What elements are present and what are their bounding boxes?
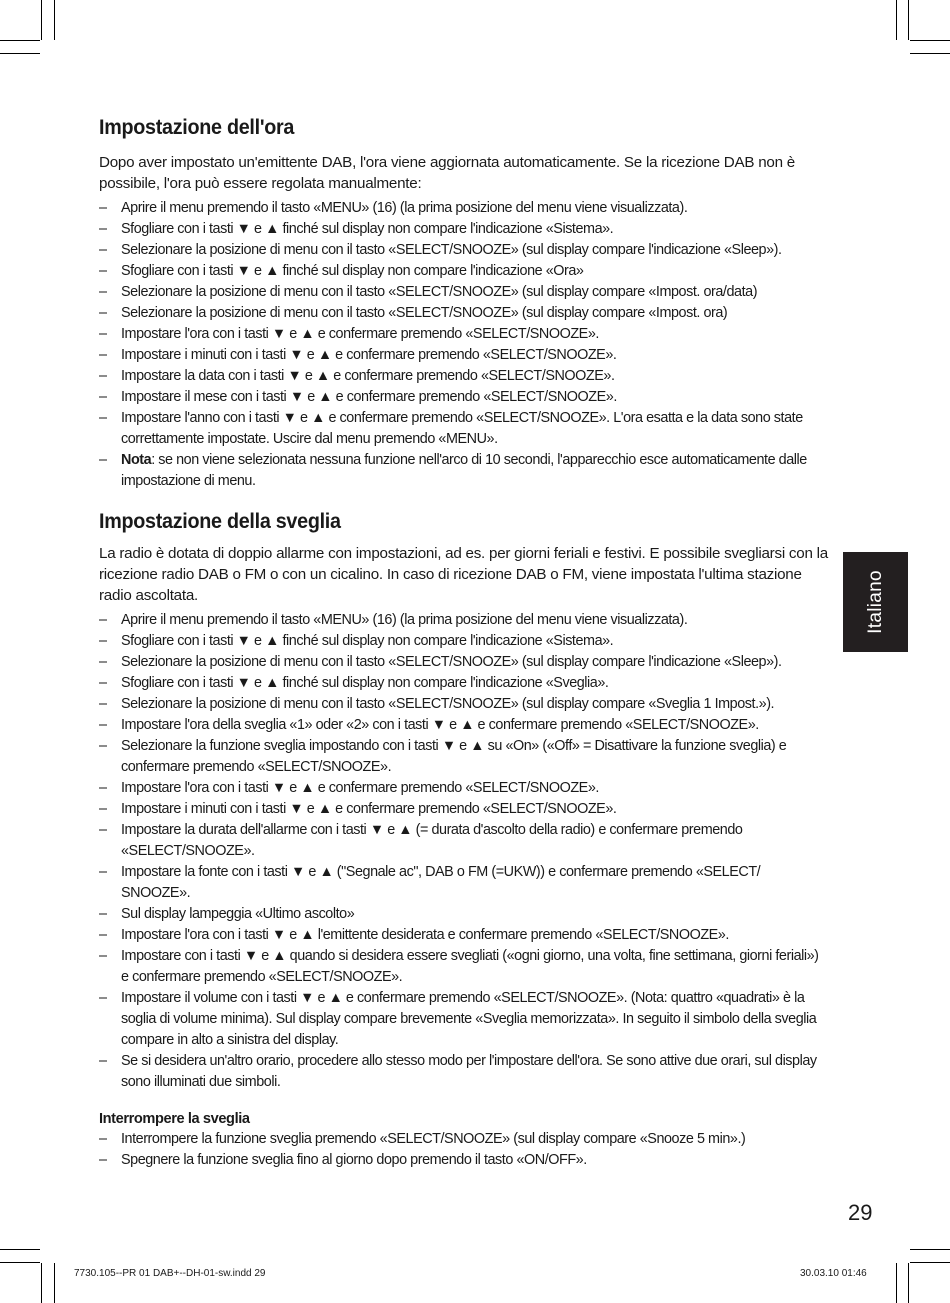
crop-mark [0,1249,40,1250]
section-intro-alarm: La radio è dotata di doppio allarme con impostazioni, ad es. per giorni feriali e festivi. E possibile svegliarsi con la ricezione radio DAB o FM o con un cicalino. In caso di ricezione DAB o FM, viene impostata l'ultima stazione radio ascoltata. [99,545,828,604]
list-item: – Sfogliare con i tasti ▼ e ▲ finché sul display non compare l'indicazione «Sveglia». [99,673,829,694]
crop-mark [41,0,42,40]
list-item: – Aprire il menu premendo il tasto «MENU» (16) (la prima posizione del menu viene visualizzata). [99,610,829,631]
crop-mark [910,1249,950,1250]
crop-mark [41,1263,42,1303]
crop-mark [896,0,897,40]
crop-mark [910,53,950,54]
page-content [99,116,829,1171]
list-item: – Aprire il menu premendo il tasto «MENU» (16) (la prima posizione del menu viene visualizzata). [99,198,829,219]
list-item: – Se si desidera un'altro orario, procedere allo stesso modo per l'impostare dell'ora. Se sono attive due orari, sul display sono illuminati due simboli. [99,1051,829,1093]
crop-mark [910,40,950,41]
language-tab-label: Italiano [864,570,886,634]
list-item: – Impostare il mese con i tasti ▼ e ▲ e confermare premendo «SELECT/SNOOZE». [99,387,829,408]
list-item: – Impostare il volume con i tasti ▼ e ▲ e confermare premendo «SELECT/SNOOZE». (Nota: quattro «quadrati» è la soglia di volume minima). Sul display compare brevemente «Sveglia memorizzata». In seguito il simbolo della sveglia compare in alto a sinistra del display. [99,988,829,1051]
list-item: – Impostare i minuti con i tasti ▼ e ▲ e confermare premendo «SELECT/SNOOZE». [99,345,829,366]
note-item [99,450,829,492]
list-item: – Sfogliare con i tasti ▼ e ▲ finché sul display non compare l'indicazione «Sistema». [99,219,829,240]
print-slug-date: 30.03.10 01:46 [800,1268,867,1279]
list-item: – Impostare l'ora con i tasti ▼ e ▲ e confermare premendo «SELECT/SNOOZE». [99,778,829,799]
list-item: – Impostare l'anno con i tasti ▼ e ▲ e confermare premendo «SELECT/SNOOZE». L'ora esatta e la data sono state correttamente impostate. Uscire dal menu premendo «MENU». [99,408,829,450]
note-label: Nota [121,452,152,468]
list-item: – Selezionare la posizione di menu con il tasto «SELECT/SNOOZE» (sul display compare «Sveglia 1 Impost.»). [99,694,829,715]
list-item: – Selezionare la posizione di menu con il tasto «SELECT/SNOOZE» (sul display compare «Impost. ora) [99,303,829,324]
steps-list-alarm [99,610,829,1093]
section-title-time: Impostazione dell'ora [99,116,295,139]
section-title-stop-alarm: Interrompere la sveglia [99,1111,250,1127]
list-item: – Impostare i minuti con i tasti ▼ e ▲ e confermare premendo «SELECT/SNOOZE». [99,799,829,820]
crop-mark [54,1263,55,1303]
list-item: – Impostare la data con i tasti ▼ e ▲ e confermare premendo «SELECT/SNOOZE». [99,366,829,387]
crop-mark [0,40,40,41]
note-text: : se non viene selezionata nessuna funzione nell'arco di 10 secondi, l'apparecchio esce automaticamente dalle impostazione di menu. [121,452,807,489]
crop-mark [908,0,909,40]
crop-mark [910,1262,950,1263]
crop-mark [0,53,40,54]
print-slug-file: 7730.105--PR 01 DAB+--DH-01-sw.indd 29 [74,1268,266,1279]
list-item: – Impostare con i tasti ▼ e ▲ quando si desidera essere svegliati («ogni giorno, una volta, fine settimana, giorni feriali») e confermare premendo «SELECT/SNOOZE». [99,946,829,988]
crop-mark [908,1263,909,1303]
list-item: – Selezionare la posizione di menu con il tasto «SELECT/SNOOZE» (sul display compare «Impost. ora/data) [99,282,829,303]
list-item: – Sfogliare con i tasti ▼ e ▲ finché sul display non compare l'indicazione «Sistema». [99,631,829,652]
list-item: – Selezionare la funzione sveglia impostando con i tasti ▼ e ▲ su «On» («Off» = Disattivare la funzione sveglia) e confermare premendo «SELECT/SNOOZE». [99,736,829,778]
page-number: 29 [848,1200,873,1225]
list-item: – Impostare l'ora con i tasti ▼ e ▲ l'emittente desiderata e confermare premendo «SELECT/SNOOZE». [99,925,829,946]
crop-mark [896,1263,897,1303]
section-title-alarm: Impostazione della sveglia [99,510,341,533]
list-item: – Spegnere la funzione sveglia fino al giorno dopo premendo il tasto «ON/OFF». [99,1150,829,1171]
section-intro-time: Dopo aver impostato un'emittente DAB, l'ora viene aggiornata automaticamente. Se la ricezione DAB non è possibile, l'ora può essere regolata manualmente: [99,154,795,192]
crop-mark [54,0,55,40]
steps-list-stop-alarm [99,1129,829,1171]
list-item: – Selezionare la posizione di menu con il tasto «SELECT/SNOOZE» (sul display compare l'indicazione «Sleep»). [99,652,829,673]
crop-mark [0,1262,40,1263]
steps-list-time [99,198,829,492]
list-item: – Sfogliare con i tasti ▼ e ▲ finché sul display non compare l'indicazione «Ora» [99,261,829,282]
list-item: – Selezionare la posizione di menu con il tasto «SELECT/SNOOZE» (sul display compare l'indicazione «Sleep»). [99,240,829,261]
list-item: – Impostare l'ora della sveglia «1» oder «2» con i tasti ▼ e ▲ e confermare premendo «SELECT/SNOOZE». [99,715,829,736]
list-item: – Impostare la fonte con i tasti ▼ e ▲ ("Segnale ac", DAB o FM (=UKW)) e confermare premendo «SELECT/ SNOOZE». [99,862,829,904]
language-tab [843,552,908,652]
list-item: – Sul display lampeggia «Ultimo ascolto» [99,904,829,925]
list-item: – Impostare la durata dell'allarme con i tasti ▼ e ▲ (= durata d'ascolto della radio) e confermare premendo «SELECT/SNOOZE». [99,820,829,862]
list-item: – Interrompere la funzione sveglia premendo «SELECT/SNOOZE» (sul display compare «Snooze 5 min».) [99,1129,829,1150]
list-item: – Impostare l'ora con i tasti ▼ e ▲ e confermare premendo «SELECT/SNOOZE». [99,324,829,345]
